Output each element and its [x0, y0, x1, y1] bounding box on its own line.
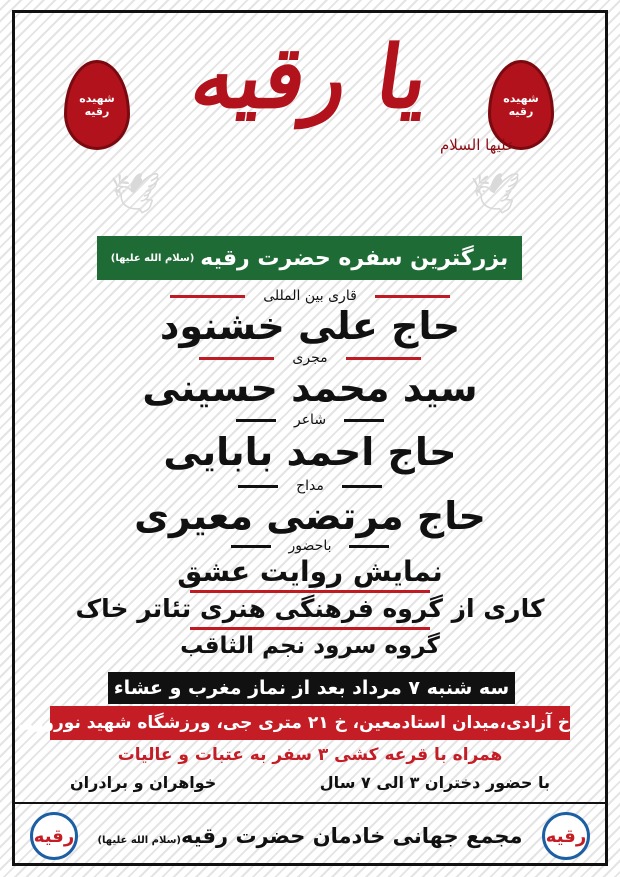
logo-text: رقیه	[33, 825, 75, 847]
role-text: مداح	[296, 478, 324, 494]
girls-text: با حضور دختران ۳ الی ۷ سال	[319, 773, 550, 792]
time-banner: سه شنبه ۷ مرداد بعد از نماز مغرب و عشاء	[108, 672, 515, 704]
title-banner	[97, 236, 522, 280]
footer-divider	[14, 802, 606, 804]
lottery-text: همراه با قرعه کشی ۳ سفر به عتبات و عالیات	[117, 745, 503, 765]
header-calligraphy: یا رقیه	[185, 27, 435, 128]
role-label	[0, 288, 620, 305]
drop-text: شهیده رقیه	[79, 91, 115, 118]
address-banner: خ آزادی،میدان استادمعین، خ ۲۱ متری جی، ورزشگاه شهید نوروزی	[50, 706, 570, 740]
person-name: حاج علی خشنود	[159, 304, 461, 348]
role-label	[0, 538, 620, 555]
audience-text: خواهران و برادران	[70, 773, 217, 792]
banner-title: بزرگترین سفره حضرت رقیه	[200, 245, 509, 271]
choir-name: گروه سرود نجم الثاقب	[180, 633, 440, 659]
role-label	[0, 412, 620, 429]
person-name: حاج احمد بابایی	[163, 430, 457, 474]
banner-honorific: (سلام الله علیها)	[110, 252, 195, 264]
role-text: شاعر	[293, 412, 327, 428]
audience-row	[70, 772, 550, 794]
dove-icon: 🕊	[470, 171, 521, 217]
dove-icon: 🕊	[110, 171, 161, 217]
org-honorific: (سلام الله علیها)	[97, 835, 181, 846]
role-text: مجری	[292, 350, 328, 366]
drop-text: شهیده رقیه	[503, 91, 539, 118]
role-label	[0, 350, 620, 367]
person-name: حاج مرتضی معیری	[134, 494, 486, 538]
org-name: مجمع جهانی خادمان حضرت رقیه	[180, 824, 523, 848]
role-text: باحضور	[288, 538, 332, 554]
divider	[190, 627, 430, 630]
divider	[190, 590, 430, 593]
role-text: قاری بین المللی	[263, 288, 357, 304]
role-label	[0, 478, 620, 495]
show-group: کاری از گروه فرهنگی هنری تئاتر خاک	[75, 594, 545, 623]
footer-org	[0, 822, 620, 855]
logo-text: رقیه	[545, 825, 587, 847]
header-honorific: علیها السلام	[440, 136, 516, 154]
person-name: سید محمد حسینی	[142, 366, 478, 410]
show-title: نمایش روایت عشق	[177, 555, 443, 588]
